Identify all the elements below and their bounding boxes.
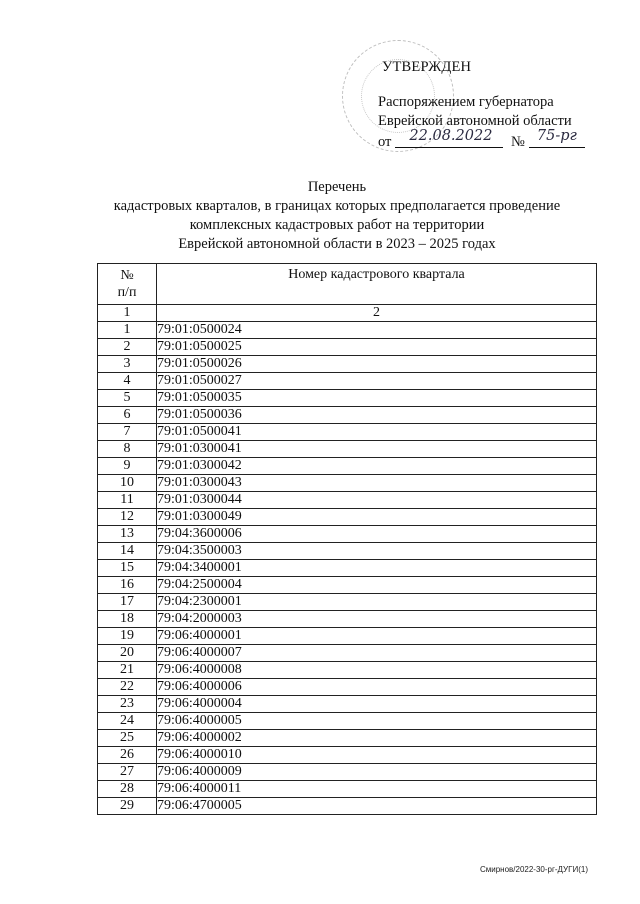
quarter-code-cell: 79:04:3500003 [157,543,597,560]
title-line-2: комплексных кадастровых работ на территории [189,217,485,233]
quarter-code-cell: 79:04:3600006 [157,526,597,543]
handwritten-number: 75-рг [536,128,577,144]
quarter-code-cell: 79:06:4000002 [157,730,597,747]
quarter-code-cell: 79:06:4700005 [157,798,597,815]
document-heading: Перечень [307,179,367,195]
row-number-cell: 8 [98,441,157,458]
table-row [98,781,597,798]
table-index-row [98,305,597,322]
quarter-code-cell: 79:06:4000005 [157,713,597,730]
table-row [98,645,597,662]
row-number-cell: 3 [98,356,157,373]
row-number-cell: 15 [98,560,157,577]
row-number-cell: 13 [98,526,157,543]
quarter-code-cell: 79:06:4000001 [157,628,597,645]
table-row [98,560,597,577]
quarter-code-cell: 79:06:4000009 [157,764,597,781]
quarter-code-cell: 79:01:0300042 [157,458,597,475]
table-row [98,713,597,730]
row-number-cell: 10 [98,475,157,492]
quarter-code-cell: 79:06:4000008 [157,662,597,679]
title-line-3: Еврейской автономной области в 2023 – 2025 годах [178,236,496,252]
row-number-cell: 17 [98,594,157,611]
approval-date-number-line [378,128,585,152]
quarter-code-cell: 79:04:2300001 [157,594,597,611]
row-number-cell: 16 [98,577,157,594]
index-cell-2: 2 [157,305,597,322]
table-row [98,322,597,339]
number-field [529,128,585,148]
row-number-cell: 20 [98,645,157,662]
quarter-code-cell: 79:01:0500027 [157,373,597,390]
cadastral-quarters-table [97,263,597,815]
quarter-code-cell: 79:04:2000003 [157,611,597,628]
table-row [98,390,597,407]
table-row [98,475,597,492]
quarter-code-cell: 79:06:4000004 [157,696,597,713]
table-row [98,458,597,475]
row-number-cell: 6 [98,407,157,424]
row-number-cell: 4 [98,373,157,390]
row-number-cell: 22 [98,679,157,696]
row-number-cell: 18 [98,611,157,628]
table-row [98,509,597,526]
row-number-cell: 14 [98,543,157,560]
date-prefix: от [378,134,392,150]
row-number-cell: 26 [98,747,157,764]
row-number-cell: 28 [98,781,157,798]
handwritten-date: 22.08.2022 [409,128,493,144]
quarter-code-cell: 79:06:4000010 [157,747,597,764]
table-row [98,543,597,560]
table-row [98,730,597,747]
table-row [98,764,597,781]
table-row [98,679,597,696]
quarter-code-cell: 79:01:0500024 [157,322,597,339]
table-row [98,747,597,764]
table-row [98,492,597,509]
table-header-row [98,264,597,305]
row-number-cell: 21 [98,662,157,679]
quarter-code-cell: 79:01:0500041 [157,424,597,441]
table-row [98,577,597,594]
row-number-cell: 7 [98,424,157,441]
quarter-code-cell: 79:01:0300041 [157,441,597,458]
row-number-cell: 23 [98,696,157,713]
header-number-line-1: № [120,268,134,283]
quarter-code-cell: 79:06:4000006 [157,679,597,696]
table-row [98,373,597,390]
table-row [98,662,597,679]
document-title-block [100,178,574,254]
date-field [395,128,503,148]
table-row [98,407,597,424]
table-row [98,798,597,815]
table-row [98,441,597,458]
title-line-1: кадастровых кварталов, в границах которых предполагается проведение [113,198,561,214]
approval-line-2: Еврейской автономной области [378,113,572,129]
table-row [98,628,597,645]
row-number-cell: 25 [98,730,157,747]
header-number-line-2: п/п [117,285,137,300]
table-row [98,611,597,628]
header-quarter-column: Номер кадастрового квартала [157,264,597,305]
row-number-cell: 19 [98,628,157,645]
quarter-code-cell: 79:06:4000011 [157,781,597,798]
quarter-code-cell: 79:01:0300043 [157,475,597,492]
table-row [98,424,597,441]
row-number-cell: 27 [98,764,157,781]
table-row [98,356,597,373]
quarter-code-cell: 79:01:0500035 [157,390,597,407]
index-cell-1: 1 [98,305,157,322]
row-number-cell: 9 [98,458,157,475]
row-number-cell: 11 [98,492,157,509]
table-row [98,696,597,713]
quarter-code-cell: 79:04:3400001 [157,560,597,577]
quarter-code-cell: 79:06:4000007 [157,645,597,662]
row-number-cell: 12 [98,509,157,526]
quarter-code-cell: 79:01:0300044 [157,492,597,509]
table-row [98,339,597,356]
quarter-code-cell: 79:01:0500026 [157,356,597,373]
approval-title: УТВЕРЖДЕН [382,59,472,75]
row-number-cell: 1 [98,322,157,339]
approval-line-1: Распоряжением губернатора [378,94,554,110]
row-number-cell: 2 [98,339,157,356]
row-number-cell: 24 [98,713,157,730]
row-number-cell: 29 [98,798,157,815]
row-number-cell: 5 [98,390,157,407]
quarter-code-cell: 79:01:0500025 [157,339,597,356]
footer-document-code: Смирнов/2022-30-рг-ДУГИ(1) [479,865,588,874]
header-number-column [98,264,157,305]
table-row [98,526,597,543]
number-prefix: № [511,134,525,150]
quarter-code-cell: 79:01:0500036 [157,407,597,424]
table-body [98,322,597,815]
table-row [98,594,597,611]
quarter-code-cell: 79:01:0300049 [157,509,597,526]
quarter-code-cell: 79:04:2500004 [157,577,597,594]
